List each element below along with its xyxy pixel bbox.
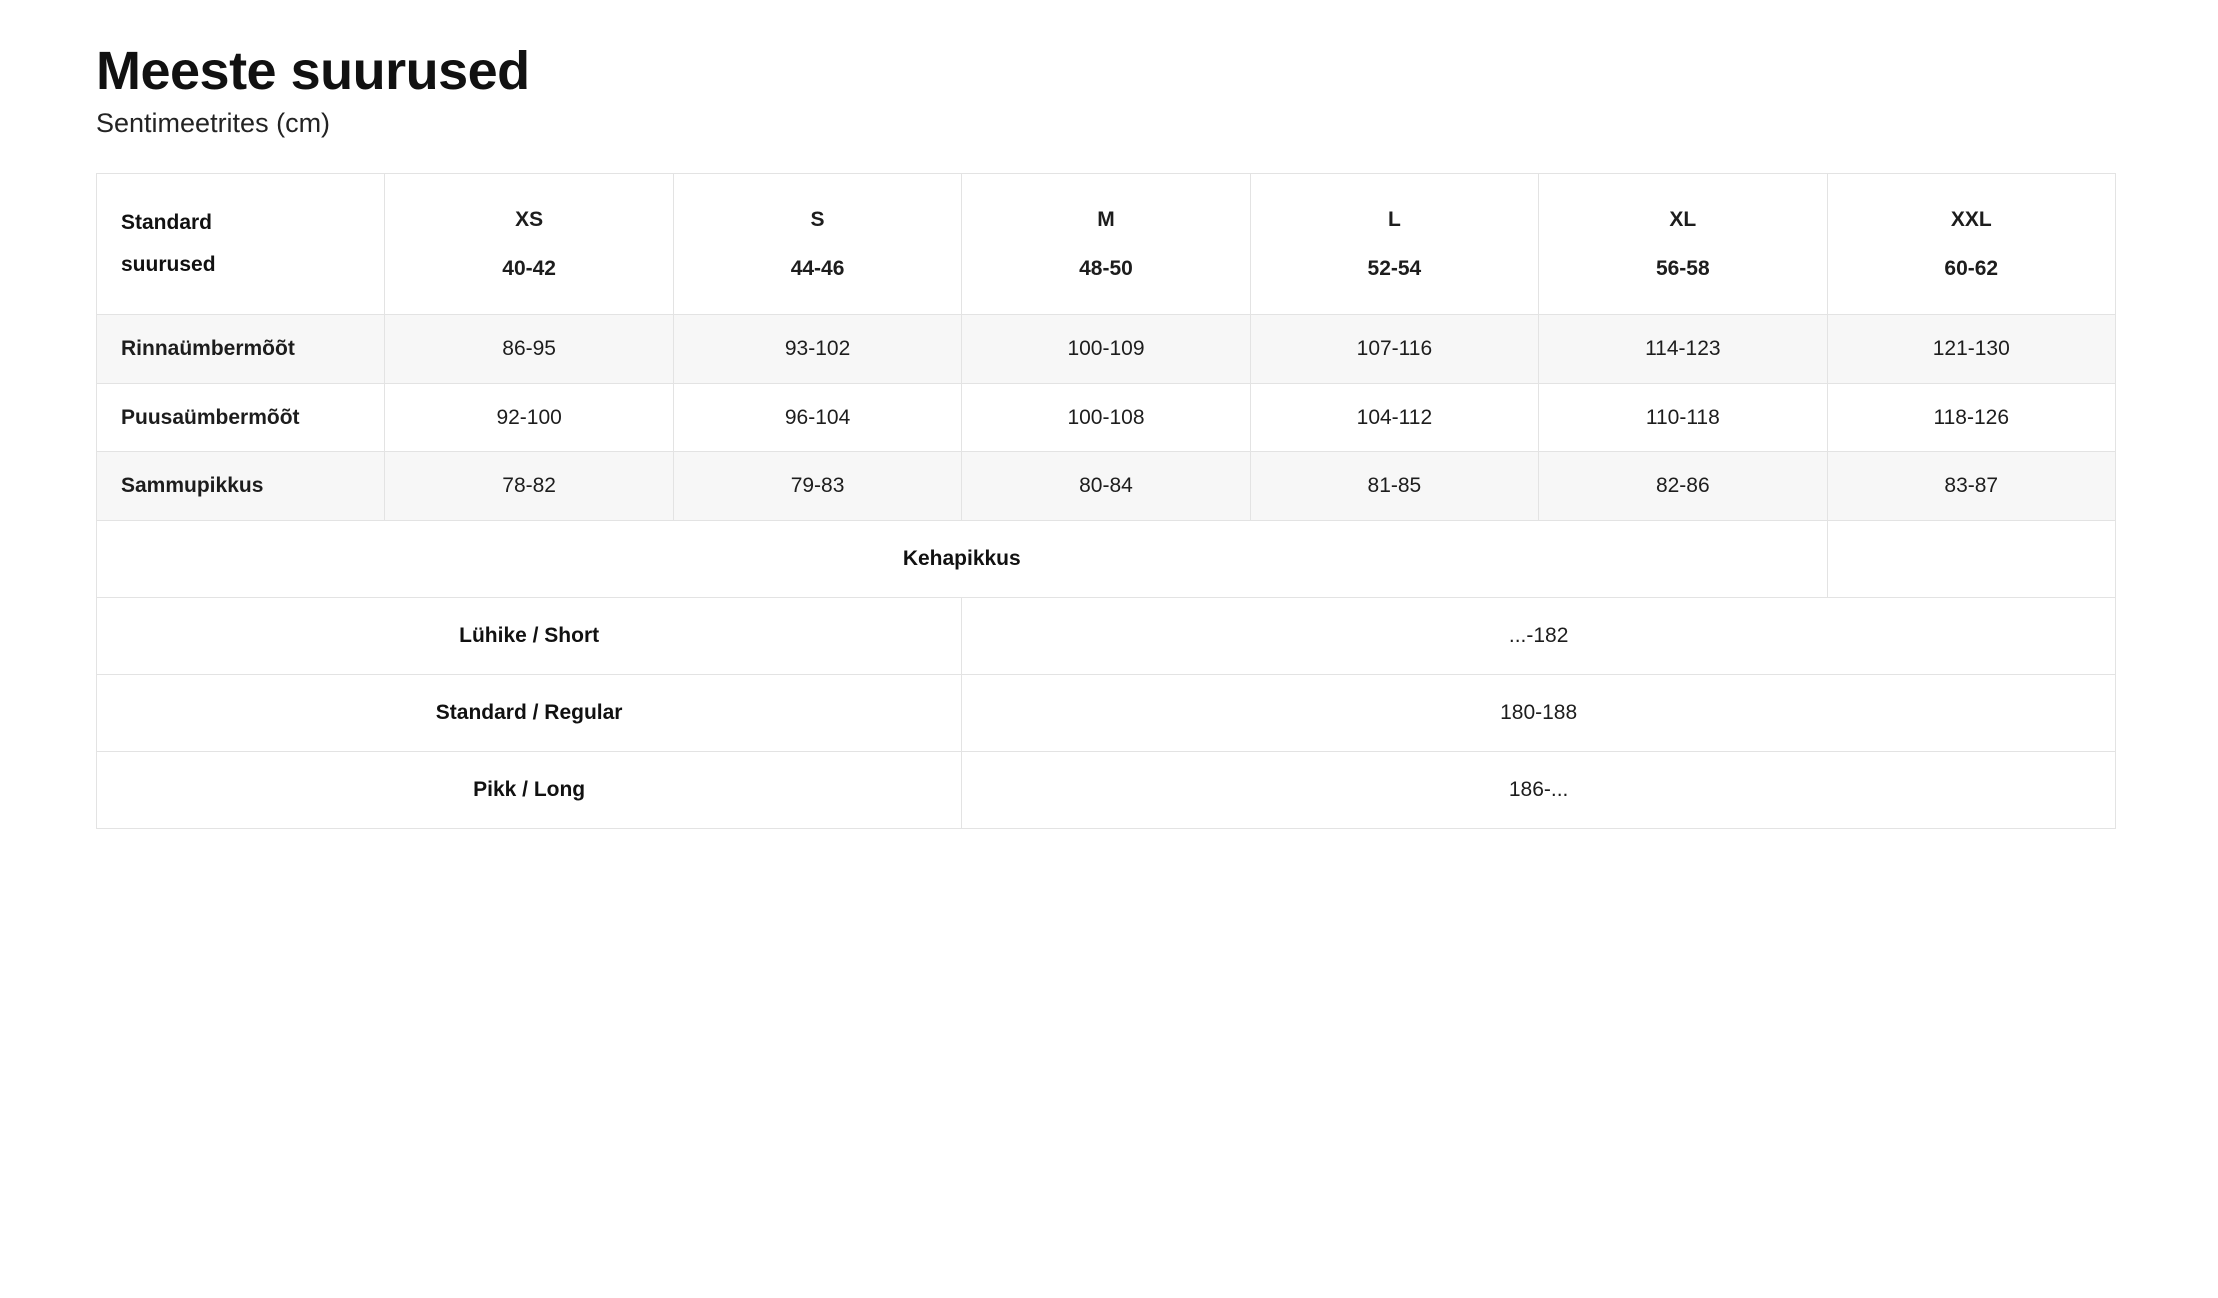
fit-label-cell-short: [97, 597, 962, 674]
cell-value: 79-83: [790, 474, 845, 498]
corner-label-line1: Standard: [121, 211, 213, 235]
fit-row-long: [97, 751, 2116, 828]
cell-value: 93-102: [784, 337, 851, 361]
fit-value-cell-long: [962, 751, 2116, 828]
cell-chest-l: [1250, 315, 1538, 384]
fit-value-cell-short: [962, 597, 2116, 674]
cell-inseam-s: [673, 452, 961, 521]
column-header-l: [1250, 174, 1538, 315]
size-letter: S: [810, 207, 825, 231]
fit-row-short: [97, 597, 2116, 674]
column-header-xxl: [1827, 174, 2115, 315]
cell-chest-xxl: [1827, 315, 2115, 384]
cell-value: 96-104: [784, 405, 851, 429]
cell-hip-xs: [385, 383, 673, 452]
cell-value: 100-108: [1067, 405, 1145, 429]
cell-hip-xl: [1539, 383, 1827, 452]
table-corner-header: [97, 174, 385, 315]
cell-value: 83-87: [1944, 474, 1999, 498]
cell-hip-s: [673, 383, 961, 452]
page-title: Meeste suurused: [96, 41, 530, 101]
cell-chest-s: [673, 315, 961, 384]
cell-value: 104-112: [1356, 405, 1433, 429]
section-title-spacer: [1827, 520, 2115, 597]
column-header-xs: [385, 174, 673, 315]
row-label-inseam: [97, 452, 385, 521]
size-number: 48-50: [1079, 257, 1133, 281]
cell-value: 118-126: [1933, 405, 2010, 429]
cell-inseam-m: [962, 452, 1250, 521]
cell-inseam-xs: [385, 452, 673, 521]
column-header-s: [673, 174, 961, 315]
row-label-text: Sammupikkus: [121, 474, 264, 498]
cell-value: 81-85: [1367, 474, 1422, 498]
cell-value: 121-130: [1932, 337, 2010, 361]
row-label-hip: [97, 383, 385, 452]
fit-value-text: ...-182: [1508, 623, 1569, 647]
size-letter: M: [1097, 207, 1115, 231]
size-number: 52-54: [1367, 257, 1422, 281]
corner-label-line2: suurused: [121, 253, 216, 277]
section-title-text: Kehapikkus: [902, 546, 1021, 570]
section-header-row: [97, 520, 2116, 597]
fit-value-text: 180-188: [1500, 700, 1578, 724]
cell-hip-m: [962, 383, 1250, 452]
size-letter: XXL: [1950, 207, 1992, 231]
fit-value-text: 186-...: [1508, 777, 1569, 801]
table-row: [97, 452, 2116, 521]
fit-label-text: Lühike / Short: [459, 623, 600, 647]
fit-label-cell-regular: [97, 674, 962, 751]
cell-value: 92-100: [496, 405, 562, 429]
table-header-row: [97, 174, 2116, 315]
row-label-text: Rinnaümbermõõt: [121, 337, 295, 361]
cell-inseam-xxl: [1827, 452, 2115, 521]
column-header-m: [962, 174, 1250, 315]
size-number: 40-42: [502, 257, 556, 281]
size-number: 44-46: [790, 257, 845, 281]
cell-inseam-xl: [1539, 452, 1827, 521]
cell-value: 82-86: [1655, 474, 1710, 498]
cell-hip-l: [1250, 383, 1538, 452]
cell-inseam-l: [1250, 452, 1538, 521]
fit-label-text: Standard / Regular: [435, 700, 623, 724]
row-label-chest: [97, 315, 385, 384]
fit-row-regular: [97, 674, 2116, 751]
table-row: [97, 315, 2116, 384]
row-label-text: Puusaümbermõõt: [121, 405, 300, 429]
cell-value: 114-123: [1645, 337, 1721, 361]
size-letter: XS: [515, 207, 544, 231]
cell-value: 110-118: [1645, 405, 1720, 429]
cell-chest-xl: [1539, 315, 1827, 384]
cell-value: 78-82: [502, 474, 556, 498]
size-letter: XL: [1669, 207, 1697, 231]
cell-value: 100-109: [1067, 337, 1145, 361]
cell-value: 107-116: [1356, 337, 1433, 361]
page-subtitle: Sentimeetrites (cm): [96, 108, 331, 139]
cell-chest-xs: [385, 315, 673, 384]
column-header-xl: [1539, 174, 1827, 315]
size-number: 56-58: [1655, 257, 1710, 281]
fit-label-cell-long: [97, 751, 962, 828]
cell-chest-m: [962, 315, 1250, 384]
size-letter: L: [1387, 207, 1401, 231]
size-chart-table: [96, 173, 2116, 829]
table-row: [97, 383, 2116, 452]
fit-label-text: Pikk / Long: [473, 777, 586, 801]
cell-value: 86-95: [502, 337, 556, 361]
cell-hip-xxl: [1827, 383, 2115, 452]
cell-value: 80-84: [1079, 474, 1133, 498]
fit-value-cell-regular: [962, 674, 2116, 751]
size-number: 60-62: [1944, 257, 1999, 281]
section-title-cell: [97, 520, 1828, 597]
